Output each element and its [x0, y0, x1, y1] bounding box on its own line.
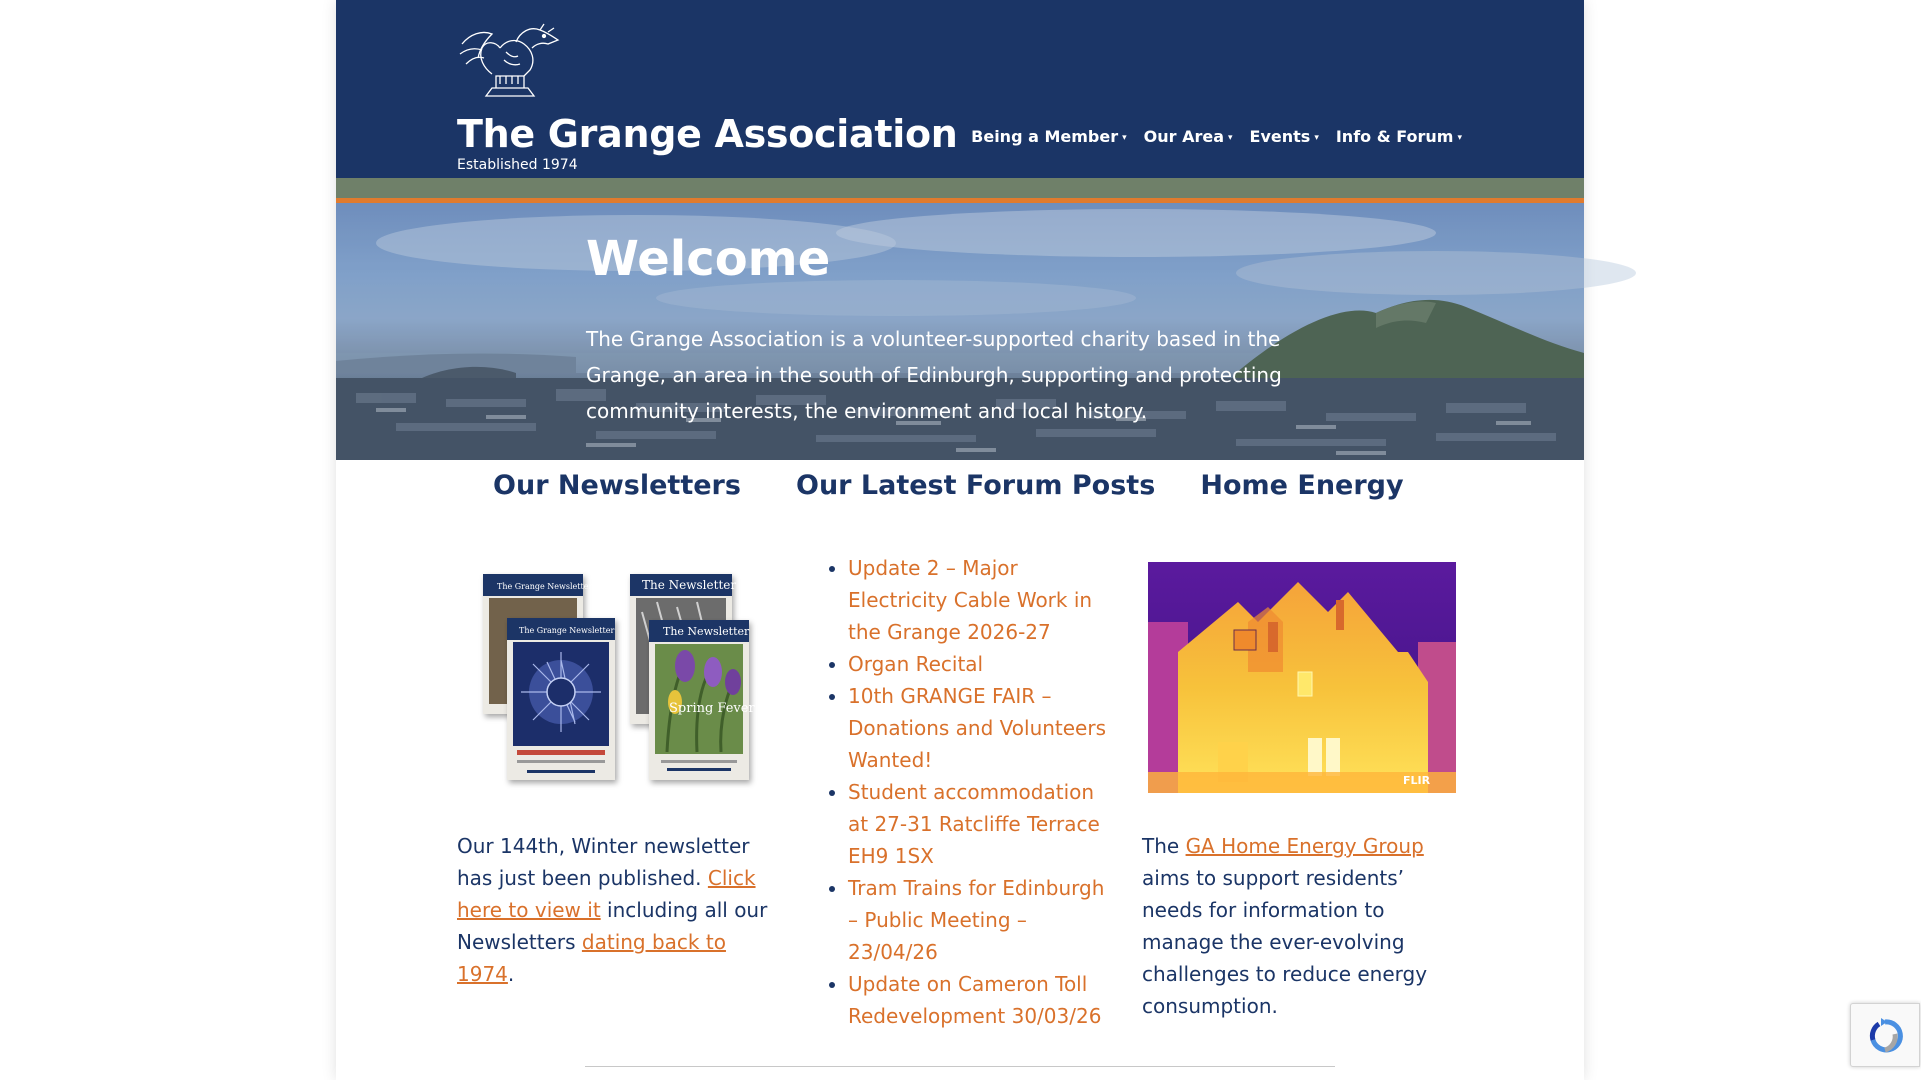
hero-description: The Grange Association is a volunteer-supported charity based in the Grange, an area in the south of Edinburgh, supporting and protecting community interests, the environment and local history. [586, 327, 1282, 423]
caret-down-icon: ▾ [1228, 133, 1233, 143]
site-tagline: Established 1974 [457, 157, 578, 173]
site-title[interactable]: The Grange Association [457, 112, 958, 156]
cover-title-text: The Grange Newsletter [519, 626, 615, 635]
newsletter-archive-link[interactable]: dating back to 1974 [457, 930, 726, 986]
newsletters-column [457, 470, 806, 986]
nav-label: Being a Member [971, 127, 1119, 146]
newsletters-text-1: Our 144th, Winter newsletter has just been published. [457, 834, 750, 890]
cover-title-text: The Newsletter [663, 625, 750, 638]
nav-our-area[interactable] [1144, 127, 1233, 146]
forum-heading: Our Latest Forum Posts [796, 470, 1156, 501]
recaptcha-badge[interactable] [1850, 1003, 1920, 1067]
forum-post-link[interactable]: Student accommodation at 27-31 Ratcliffe Terrace EH9 1SX [848, 780, 1100, 868]
nav-events[interactable] [1250, 127, 1319, 146]
nav-label: Events [1249, 127, 1311, 146]
nav-info-forum[interactable] [1336, 127, 1462, 146]
content-divider [585, 1066, 1335, 1067]
list-item [848, 648, 1114, 680]
caret-down-icon: ▾ [1122, 133, 1127, 143]
nav-label: Our Area [1143, 127, 1224, 146]
view-newsletter-link[interactable]: Click here to view it [457, 866, 756, 922]
newsletters-text-2: including all our Newsletters [457, 898, 768, 954]
list-item [848, 968, 1114, 1032]
caret-down-icon: ▾ [1457, 133, 1462, 143]
newsletters-text-3: . [507, 962, 515, 986]
home-energy-text [1142, 830, 1462, 1022]
forum-post-list [824, 552, 1114, 1032]
forum-post-link[interactable]: Update on Cameron Toll Redevelopment 30/03/26 [848, 972, 1102, 1028]
caret-down-icon: ▾ [1314, 133, 1319, 143]
thermal-house-image[interactable] [1148, 562, 1456, 793]
cover-title-text: The Grange Newsletter [497, 582, 593, 591]
nav-being-a-member[interactable] [971, 127, 1126, 146]
newsletter-covers-image[interactable] [457, 562, 806, 788]
newsletters-heading: Our Newsletters [493, 470, 741, 501]
forum-post-link[interactable]: Update 2 – Major Electricity Cable Work in the Grange 2026-27 [848, 556, 1093, 644]
forum-column [796, 470, 1156, 1028]
cover-title-text: The Newsletter [642, 578, 737, 592]
list-item [848, 680, 1114, 776]
home-energy-text-1: The [1142, 834, 1186, 858]
forum-post-link[interactable]: Organ Recital [848, 652, 984, 676]
list-item [848, 552, 1114, 648]
main-nav [971, 127, 1462, 146]
home-energy-text-2: aims to support residents’ needs for information to manage the ever-evolving challenges to reduce energy consumption. [1142, 866, 1428, 1018]
site-header [336, 0, 1584, 178]
cover-headline-text: Spring Fever at 100! [669, 701, 806, 716]
flir-watermark: FLIR [1403, 774, 1431, 787]
newsletters-text [457, 830, 777, 990]
forum-post-link[interactable]: Tram Trains for Edinburgh – Public Meeting – 23/04/26 [848, 876, 1105, 964]
page-container [336, 0, 1584, 1080]
home-energy-column [1142, 470, 1462, 1018]
hero-banner [336, 203, 1584, 460]
griffin-crest-logo-icon[interactable] [456, 18, 564, 104]
hero-title: Welcome [586, 231, 831, 287]
home-energy-group-link[interactable]: GA Home Energy Group [1185, 834, 1424, 858]
home-energy-heading: Home Energy [1200, 470, 1404, 501]
list-item [848, 872, 1114, 968]
nav-label: Info & Forum [1335, 127, 1454, 146]
recaptcha-icon [1851, 1004, 1921, 1068]
forum-post-link[interactable]: 10th GRANGE FAIR – Donations and Volunteers Wanted! [848, 684, 1107, 772]
header-green-band [336, 178, 1584, 198]
list-item [848, 776, 1114, 872]
